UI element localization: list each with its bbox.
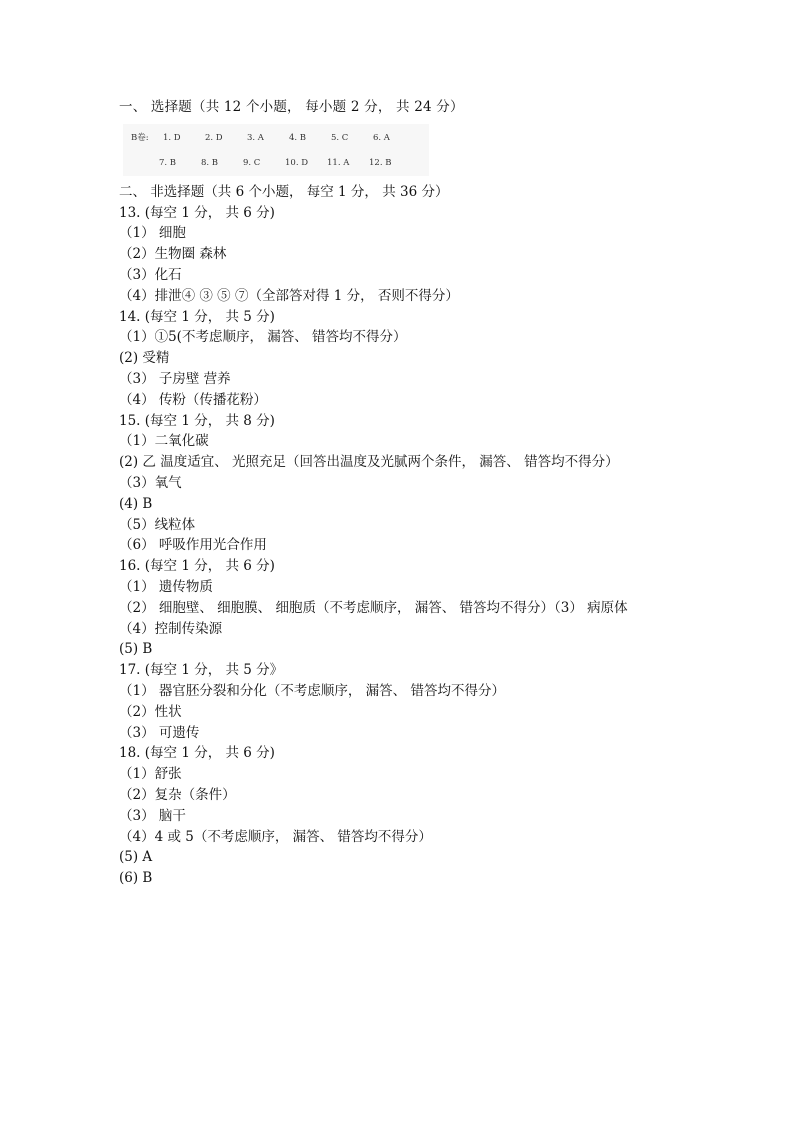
section-1-title: 一、 选择题（共 12 个小题， 每小题 2 分， 共 24 分） bbox=[119, 99, 464, 115]
answer-line: （2）生物圈 森林 bbox=[119, 246, 227, 263]
answer-line: 15. (每空 1 分， 共 8 分) bbox=[119, 412, 275, 429]
answer-item: 7. B bbox=[159, 157, 177, 168]
answer-line: （4）排泄④ ③ ⑤ ⑦（全部答对得 1 分， 否则不得分） bbox=[119, 287, 459, 304]
answer-line: 16. (每空 1 分， 共 6 分) bbox=[119, 558, 275, 575]
answer-line: （3） 脑干 bbox=[119, 807, 186, 824]
answer-item: 4. B bbox=[289, 132, 307, 143]
answer-line: （3）氧气 bbox=[119, 474, 182, 491]
answer-item: 2. D bbox=[205, 132, 223, 143]
answer-prefix: B卷: bbox=[131, 132, 149, 143]
answer-line: （1） 器官胚分裂和分化（不考虑顺序， 漏答、 错答均不得分） bbox=[119, 682, 505, 699]
answer-line: (5) B bbox=[119, 641, 153, 658]
multiple-choice-answer-image bbox=[123, 124, 429, 176]
answer-line: （1） 遗传物质 bbox=[119, 578, 213, 595]
answer-line: （1） 细胞 bbox=[119, 225, 186, 242]
answer-line: (2) 受精 bbox=[119, 350, 170, 367]
answer-line: (2) 乙 温度适宜、 光照充足（回答出温度及光腻两个条件， 漏答、 错答均不得分） bbox=[119, 454, 619, 471]
answer-line: （3） 子房壁 营养 bbox=[119, 370, 231, 387]
answer-line: （2）性状 bbox=[119, 703, 182, 720]
answer-line: 14. (每空 1 分， 共 5 分) bbox=[119, 308, 275, 325]
answer-line: （5）线粒体 bbox=[119, 516, 196, 533]
answer-line: （4） 传粉（传播花粉） bbox=[119, 391, 267, 408]
answer-item: 3. A bbox=[247, 132, 264, 143]
answer-line: （4）4 或 5（不考虑顺序， 漏答、 错答均不得分） bbox=[119, 828, 432, 845]
answer-line: （2） 细胞壁、 细胞膜、 细胞质（不考虑顺序， 漏答、 错答均不得分）（3） 病原体 bbox=[119, 599, 628, 616]
answer-item: 12. B bbox=[369, 157, 392, 168]
answer-item: 8. B bbox=[201, 157, 219, 168]
answer-item: 9. C bbox=[243, 157, 261, 168]
answer-lines bbox=[119, 182, 679, 889]
answer-line: 13. (每空 1 分， 共 6 分) bbox=[119, 204, 275, 221]
answer-item: 11. A bbox=[327, 157, 350, 168]
answer-line: （2）复杂（条件） bbox=[119, 786, 236, 803]
answer-line: 二、 非选择题（共 6 个小题， 每空 1 分， 共 36 分） bbox=[119, 183, 449, 200]
answer-item: 1. D bbox=[163, 132, 181, 143]
answer-line: （1）舒张 bbox=[119, 766, 182, 783]
answer-row-2 bbox=[159, 154, 411, 172]
answer-item: 5. C bbox=[331, 132, 349, 143]
answer-item: 10. D bbox=[285, 157, 309, 168]
answer-line: (6) B bbox=[119, 870, 153, 887]
answer-line: (4) B bbox=[119, 495, 153, 512]
answer-line: （4）控制传染源 bbox=[119, 620, 223, 637]
answer-item: 6. A bbox=[373, 132, 390, 143]
answer-line: 18. (每空 1 分， 共 6 分) bbox=[119, 745, 275, 762]
answer-document bbox=[119, 97, 679, 889]
answer-line: (5) A bbox=[119, 849, 153, 866]
answer-line: （1）二氧化碳 bbox=[119, 433, 209, 450]
answer-line: （6） 呼吸作用光合作用 bbox=[119, 537, 267, 554]
answer-line: （3）化石 bbox=[119, 266, 182, 283]
answer-line: （3） 可遗传 bbox=[119, 724, 200, 741]
answer-line: （1）①5(不考虑顺序， 漏答、 错答均不得分） bbox=[119, 329, 407, 346]
answer-row-1 bbox=[123, 129, 415, 147]
answer-line: 17. (每空 1 分， 共 5 分》 bbox=[119, 662, 284, 679]
